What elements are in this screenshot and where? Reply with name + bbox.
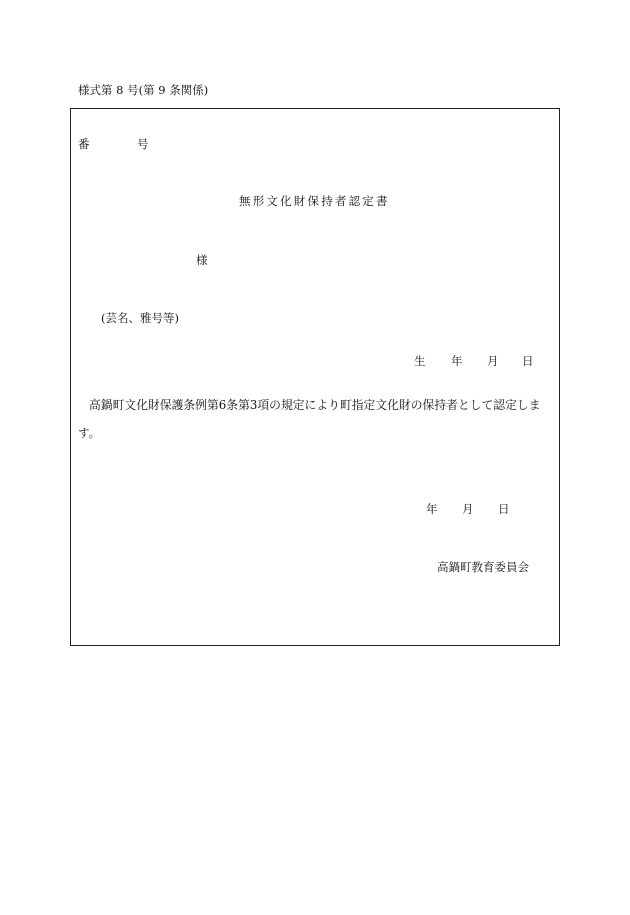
body-text-line2: す。: [78, 426, 101, 440]
birth-day-label: 日: [522, 354, 534, 368]
issue-year-label: 年: [426, 502, 438, 516]
issuer-name: 高鍋町教育委員会: [437, 560, 529, 574]
addressee-suffix: 様: [196, 253, 208, 267]
birth-born-label: 生: [414, 354, 426, 368]
number-label-left: 番: [78, 137, 90, 151]
certificate-title: 無形文化財保持者認定書: [239, 194, 390, 208]
issue-month-label: 月: [462, 502, 474, 516]
body-text-line1: 高鍋町文化財保護条例第6条第3項の規定により町指定文化財の保持者として認定しま: [89, 398, 541, 412]
stage-name-note: (芸名、雅号等): [101, 311, 179, 325]
birth-year-label: 年: [451, 354, 463, 368]
issue-day-label: 日: [498, 502, 510, 516]
birth-month-label: 月: [487, 354, 499, 368]
number-label-right: 号: [137, 137, 149, 151]
form-label: 様式第 8 号(第 9 条関係): [78, 83, 209, 97]
